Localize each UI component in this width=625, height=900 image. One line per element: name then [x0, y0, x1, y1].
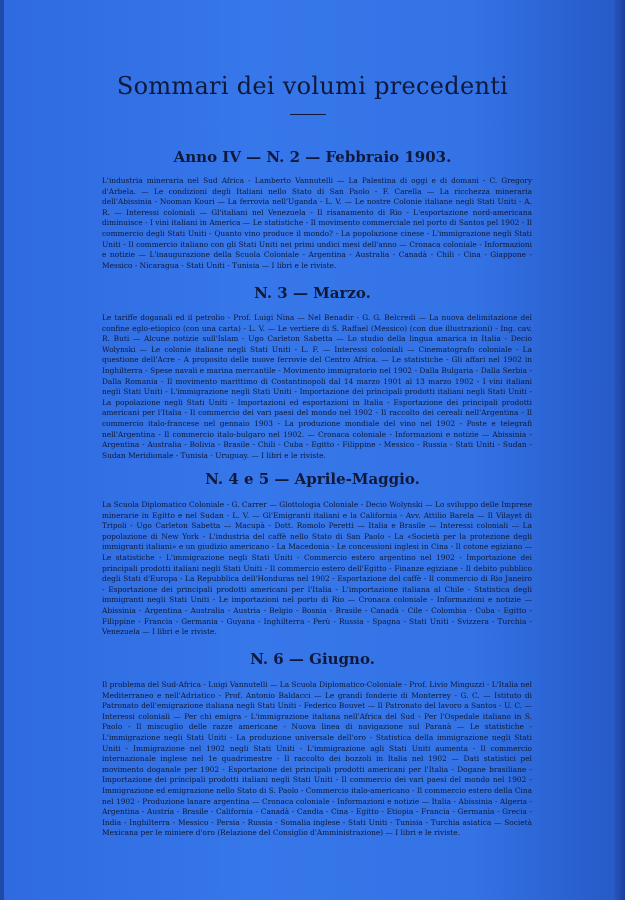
section-heading-aprile-maggio: N. 4 e 5 — Aprile-Maggio. [205, 470, 420, 488]
section-summary-marzo: Le tariffe doganali ed il petrolio - Prof. Luigi Nina — Nel Benadir - G. G. Belcredi — La nuova delimitazione del confine eglo-etiopico (con una carta) - L. V. — Le vertiere di S. Raffael (Messico) (con due illustrazioni) - Ing. cav. R. Buti — Alcune notizie sull'Islam - Ugo Carleton Sabetta — Lo studio della lingua amarica in Italia - Decio Wolynski — Le colonie italiane negli Stati Uniti - L. F. — Interessi coloniali — Cinematografo coloniale - La questione dell'Acre - A proposito delle nuove ferrovie del Centro Africa. — Le statistiche - Gli affari nel 1902 in Inghilterra - Spese navali e marina mercantile - Movimento immigratorio nel 1902 - Dalla Bulgaria - Dalla Serbia - Dalla Romania - Il movimento marittimo di Costantinopoli dal 14 marzo 1901 al 13 marzo 1902 - I vini italiani negli Stati Uniti - L'immigrazione negli Stati Uniti - Importazione dei principali prodotti italiani negli Stati Uniti - La popolazione negli Stati Uniti - Importazioni ed esportazioni in Italia - Esportazione dei principali prodotti americani per l'Italia - Il commercio dei vari paesi del mondo nel 1902 - Il raccolto dei cereali nell'Argentina - Il commercio italo-francese nel gennaio 1903 - La produzione mondiale del vino nel 1902 - Poste e telegrafi nell'Argentina - Il commercio italo-bulgaro nel 1902. — Cronaca coloniale - Informazioni e notizie — Abissinia - Argentina - Australia - Bolivia - Brasile - Chili - Cuba - Egitto - Filippine - Messico - Russia - Stati Uniti - Sudan - Sudan Meridionale - Tunisia - Uruguay. — I libri e le riviste. [102, 313, 532, 460]
page-right-edge [611, 0, 625, 900]
section-heading-giugno: N. 6 — Giugno. [250, 650, 375, 668]
section-heading-marzo: N. 3 — Marzo. [254, 284, 371, 302]
section-heading-feb-1903: Anno IV — N. 2 — Febbraio 1903. [173, 148, 452, 166]
page-left-edge [0, 0, 4, 900]
title-rule [290, 114, 326, 115]
section-summary-aprile-maggio: La Scuola Diplomatico Coloniale - G. Carrer — Glottologia Coloniale - Decio Wolynski — Lo sviluppo delle Imprese minerarie in Egitto e nel Sudan - L. V. — Gl'Emigranti italiani e la California - Avv. Attilio Barela — Il Vilayet di Tripoli - Ugo Carleton Sabetta — Macupà - Dott. Romolo Peretti — Italia e Brasile — Interessi coloniali — La popolazione di New York - L'industria del caffè nello Stato di San Paolo - La «Società per la protezione degli immigranti italiani» e un giudizio americano - La Macedonia - Le concessioni inglesi in Cina - Il cotone egiziano — Le statistiche - L'immigrazione negli Stati Uniti - Commercio estero argentino nel 1902 - Importazione dei principali prodotti italiani negli Stati Uniti - Il commercio estero dell'Egitto - Finanze egiziane - Il debito pubblico degli Stati d'Europa - La Repubblica dell'Honduras nel 1902 - Esportazione del caffè - Il commercio di Rio Janeiro - Esportazione dei principali prodotti americani per l'Italia - L'importazione italiana al Chile - Statistica degli immigranti negli Stati Uniti - Le importazioni nel porto di Rio — Cronaca coloniale - Informazioni e notizie — Abissinia - Argentina - Australia - Austria - Belgio - Bosnia - Brasile - Canadà - Cile - Colombia - Cuba - Egitto - Filippine - Francia - Germania - Guyana - Inghilterra - Perù - Russia - Spagna - Stati Uniti - Svizzera - Turchia - Venezuela — I libri e le riviste. [102, 500, 532, 637]
section-summary-feb-1903: L'industria mineraria nel Sud Africa - Lamberto Vannutelli — La Palestina di oggi e di domani - C. Gregory d'Arbela. — Le condizioni degli Italiani nello Stato di San Paolo - F. Carella — La ricchezza mineraria dell'Abissinia - Nooman Kouri — La ferrovia nell'Uganda - L. V. — Le nostre Colonie italiane negli Stati Uniti - A. R. — Interessi coloniali — Gl'italiani nel Venezuela - Il risanamento di Rio - L'esportazione nord-americana diminuisce - I vini italiani in America — Le statistiche - Il movimento commerciale nel porto di Santos pel 1902 - Il commercio degli Stati Uniti - Quanto vino produce il mondo? - La popolazione cinese - L'immigrazione negli Stati Uniti - Il commercio italiano con gli Stati Uniti nei primi undici mesi dell'anno — Cronaca coloniale - Informazioni e notizie — L'inaugurazione della Scuola Coloniale - Argentina - Australia - Canadà - Chili - Cina - Giappone - Messico - Nicaragua - Stati Uniti - Tunisia — I libri e le riviste. [102, 176, 532, 270]
section-summary-giugno: Il problema del Sud-Africa - Luigi Vannutelli — La Scuola Diplomatico-Coloniale - Prof. Livio Minguzzi - L'Italia nel Mediterraneo e nell'Adriatico - Prof. Antonio Baldacci — Le grandi fonderie di Monterrey - G. C. — Istituto di Patronato dell'emigrazione italiana negli Stati Uniti - Federico Bouvet — Il Patronato del lavoro a Santos - U. C. — Interessi coloniali — Per chi emigra - L'immigrazione italiana nell'Africa del Sud - Per l'Ospedale italiano in S. Paolo - Il miscuglio delle razze americane - Nuova linea di navigazione sul Paranà — Le statistiche - L'immigrazione negli Stati Uniti - La produzione universale dell'oro - Statistica della immigrazione negli Stati Uniti - Immigrazione nel 1902 negli Stati Uniti - L'immigrazione agli Stati Uniti aumenta - Il commercio internazionale inglese nel 1e quadrimestre - Il raccolto dei bozzoli in Italia nel 1902 — Dati statistici pel movimento doganale per 1902 - Esportazione dei principali prodotti americani per l'Italia - Dogane brasiliane - Importazione dei principali prodotti italiani negli Stati Uniti - Il commercio dei vari paesi del mondo nel 1902 - Immigrazione ed emigrazione nello Stato di S. Paolo - Commercio italo-americano - Il commercio estero della Cina nel 1902 - Produzione lanare argentina — Cronaca coloniale - Informazioni e notizie — Italia - Abissinia - Algeria - Argentina - Austria - Brasile - California - Canadà - Candia - Cina - Egitto - Etiopia - Francia - Germania - Grecia - India - Inghilterra - Messico - Persia - Russia - Somalia inglese - Stati Uniti - Tunisia - Turchia asiatica — Società Mexicana per le miniere d'oro (Relazione del Consiglio d'Amministrazione) — I libri e le riviste. [102, 680, 532, 838]
page-title: Sommari dei volumi precedenti [116, 72, 509, 100]
